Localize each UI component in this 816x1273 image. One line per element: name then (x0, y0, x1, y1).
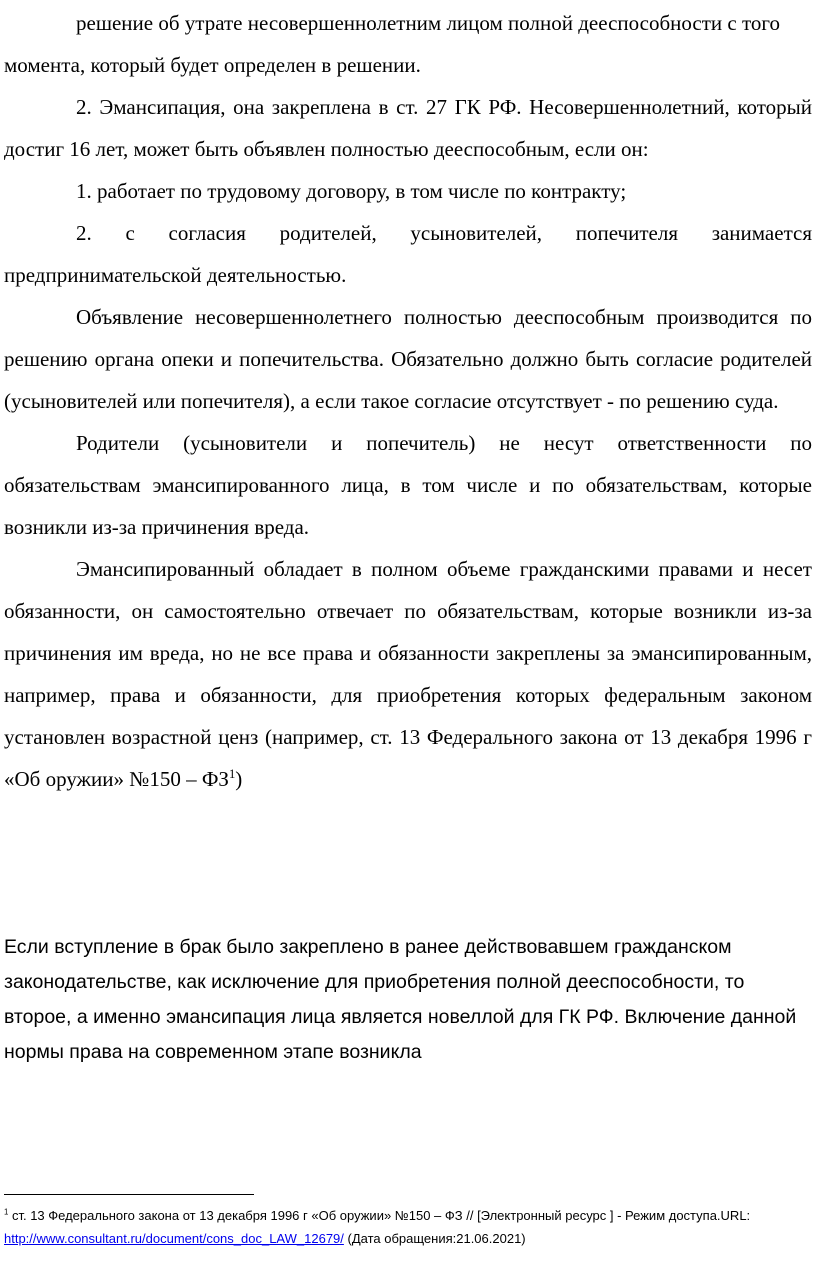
footnote (4, 1204, 814, 1250)
paragraph-rights (4, 548, 812, 800)
paragraph-rights-text: Эмансипированный обладает в полном объеме гражданскими правами и несет обязанности, он самостоятельно отвечает по обязательствам, которые возникли из-за причинения им вреда, но не все права и обязанности закреплены за эмансипированным, например, права и обязанности, для приобретения которых федеральным законом установлен возрастной ценз (например, ст. 13 Федерального закона от 13 декабря 1996 г «Об оружии» №150 – ФЗ (4, 557, 812, 791)
footnote-link[interactable]: http://www.consultant.ru/document/cons_doc_LAW_12679/ (4, 1231, 344, 1246)
main-body (4, 2, 812, 800)
paragraph-emancipation: 2. Эмансипация, она закреплена в ст. 27 ГК РФ. Несовершеннолетний, который достиг 16 лет, может быть объявлен полностью дееспособным, если он: (4, 95, 812, 161)
list-item-1: 1. работает по трудовому договору, в том числе по контракту; (76, 179, 627, 203)
footnote-reference[interactable]: 1 (228, 767, 236, 781)
paragraph-parents: Родители (усыновители и попечитель) не несут ответственности по обязательствам эмансипированного лица, в том числе и по обязательствам, которые возникли из-за причинения вреда. (4, 431, 812, 539)
paragraph-continuation: решение об утрате несовершеннолетним лицом полной дееспособности с того момента, который будет определен в решении. (4, 11, 780, 77)
footnote-mark: 1 (4, 1207, 9, 1217)
sans-paragraph: Если вступление в брак было закреплено в ранее действовавшем гражданском законодательстве, как исключение для приобретения полной дееспособности, то второе, а именно эмансипация лица является новеллой для ГК РФ. Включение данной нормы права на современном этапе возникла (4, 936, 797, 1063)
footnote-text: ст. 13 Федерального закона от 13 декабря 1996 г «Об оружии» №150 – ФЗ // [Электронный ресурс ] - Режим доступа.URL: (8, 1208, 751, 1223)
footnote-access-date: (Дата обращения:21.06.2021) (343, 1231, 526, 1246)
list-item-2: 2. с согласия родителей, усыновителей, попечителя занимается предпринимательской деятельностью. (4, 221, 812, 287)
footnote-separator (4, 1194, 254, 1195)
paragraph-declaration: Объявление несовершеннолетнего полностью дееспособным производится по решению органа опеки и попечительства. Обязательно должно быть согласие родителей (усыновителей или попечителя), а если такое согласие отсутствует - по решению суда. (4, 305, 812, 413)
paragraph-rights-tail: ) (235, 767, 243, 791)
